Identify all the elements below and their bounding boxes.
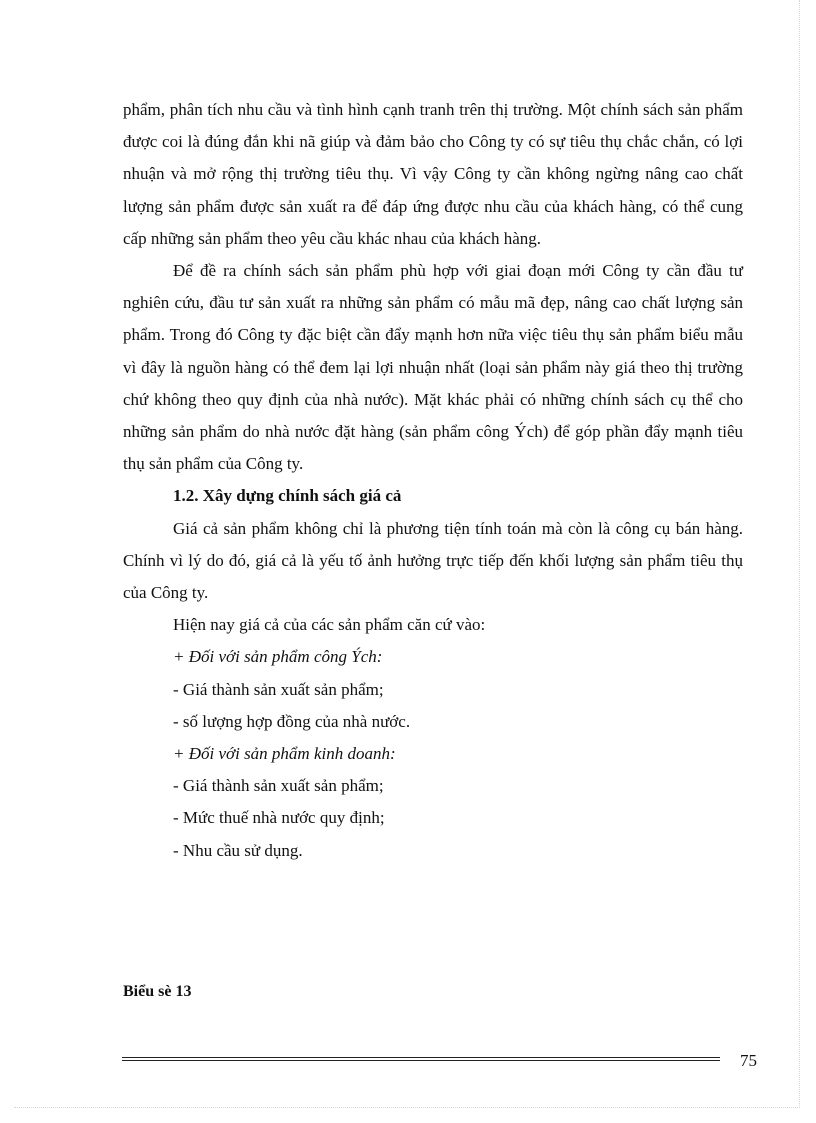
paragraph-new-stage: Để đề ra chính sách sản phẩm phù hợp với giai đoạn mới Công ty cần đầu tư nghiên cứu, đầu tư sản xuất ra những sản phẩm có mẫu mã đẹp, nâng cao chất lượng sản phẩm. Trong đó Công ty đặc biệt cần đẩy mạnh hơn nữa việc tiêu thụ sản phẩm biểu mẫu vì đây là nguồn hàng có thể đem lại lợi nhuận nhất (loại sản phẩm này giá theo thị trường chứ không theo quy định của nhà nước). Mặt khác phải có những chính sách cụ thể cho những sản phẩm do nhà nước đặt hàng (sản phẩm công Ých) để góp phần đẩy mạnh tiêu thụ sản phẩm của Công ty. [123, 261, 743, 474]
list-item: - Mức thuế nhà nước quy định; [173, 808, 385, 828]
footer-rule [122, 1057, 720, 1061]
section-heading: 1.2. Xây dựng chính sách giá cả [173, 486, 402, 506]
list-intro: Hiện nay giá cả của các sản phẩm căn cứ vào: [173, 615, 486, 635]
list-item: - số lượng hợp đồng của nhà nước. [173, 711, 411, 731]
list-item: - Giá thành sản xuất sản phẩm; [173, 776, 384, 796]
paragraph-price: Giá cả sản phẩm không chỉ là phương tiện tính toán mà còn là công cụ bán hàng. Chính vì lý do đó, giá cả là yếu tố ảnh hưởng trực tiếp đến khối lượng sản phẩm tiêu thụ của Công ty. [123, 518, 743, 603]
paragraph-product-policy: phẩm, phân tích nhu cầu và tình hình cạnh tranh trên thị trường. Một chính sách sản phẩm được coi là đúng đắn khi nã giúp và đảm bảo cho Công ty có sự tiêu thụ chắc chắn, có lợi nhuận và mở rộng thị trường tiêu thụ. Vì vậy Công ty cần không ngừng nâng cao chất lượng sản phẩm được sản xuất ra để đáp ứng được nhu cầu của khách hàng, có thể cung cấp những sản phẩm theo yêu cầu khác nhau của khách hàng. [123, 100, 743, 248]
list-item: - Nhu cầu sử dụng. [173, 840, 303, 860]
page-number: 75 [740, 1051, 757, 1070]
table-caption: Biểu sè 13 [123, 983, 192, 1000]
document-body [123, 94, 743, 867]
group-public-title: + Đối với sản phẩm công Ých: [173, 647, 383, 667]
list-item: - Giá thành sản xuất sản phẩm; [173, 679, 384, 699]
group-business-title: + Đối với sản phẩm kinh doanh: [173, 744, 396, 764]
